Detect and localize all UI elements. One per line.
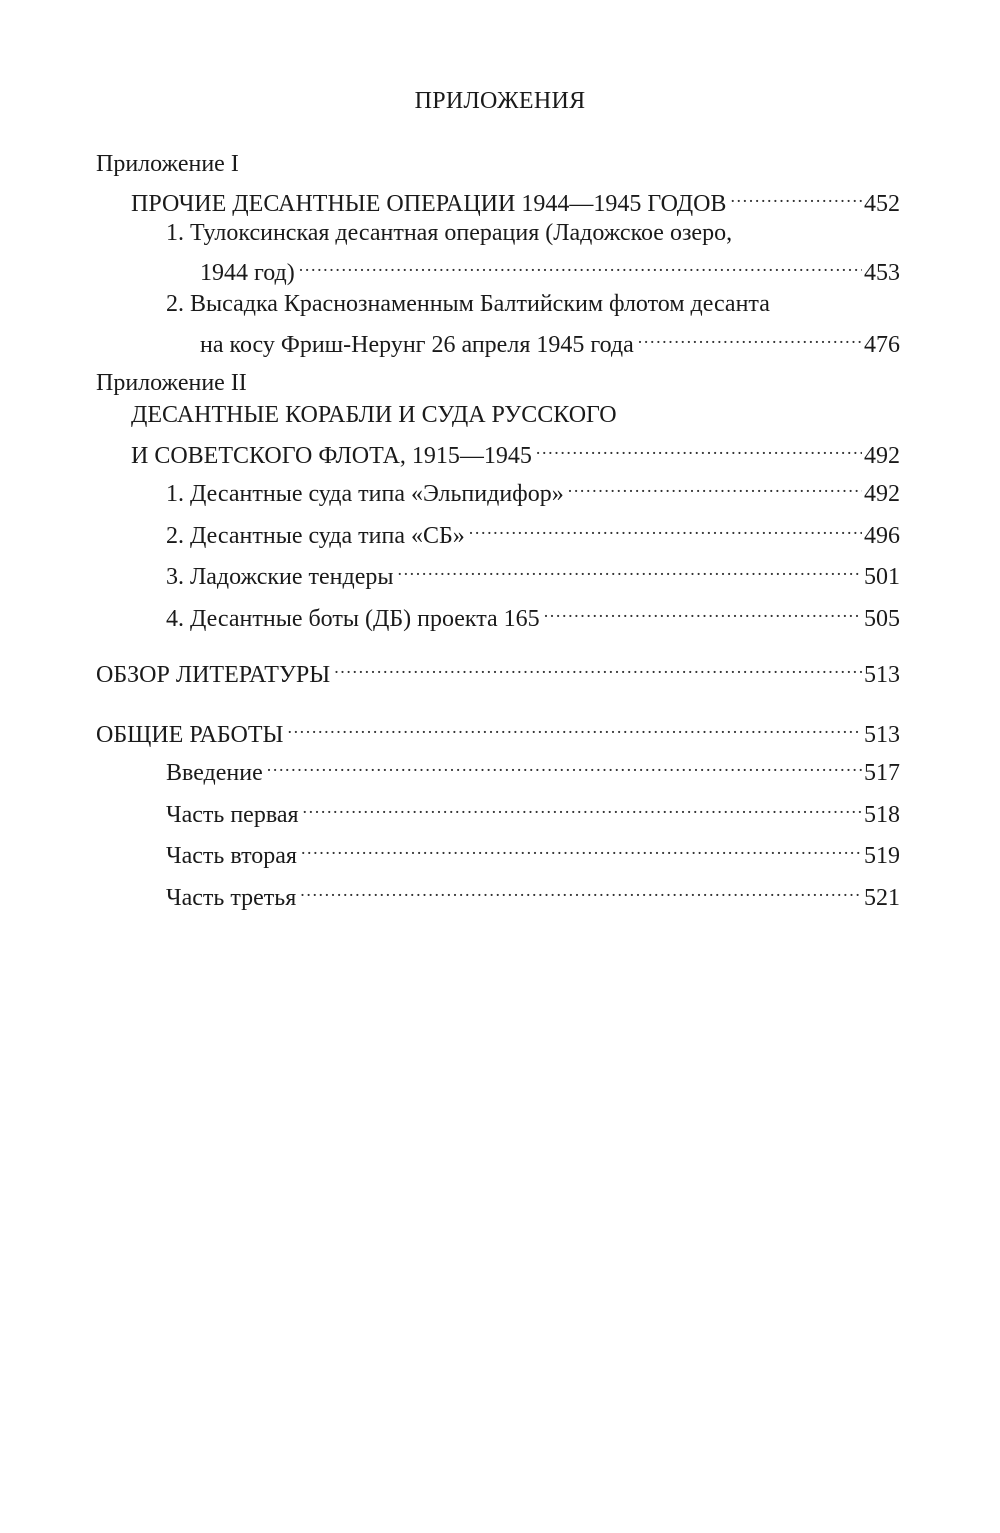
toc-entry-title: на косу Фриш-Нерунг 26 апреля 1945 года	[200, 332, 634, 358]
toc-page-number: 513	[864, 662, 900, 688]
toc-entry-title: Часть первая	[166, 802, 299, 828]
toc-entry-introduction[interactable]	[166, 746, 900, 790]
toc-entry-ladoga-tenders[interactable]	[166, 550, 900, 594]
toc-entry-title-line: ДЕСАНТНЫЕ КОРАБЛИ И СУДА РУССКОГО	[131, 402, 617, 428]
toc-entry-title: Часть вторая	[166, 843, 297, 869]
toc-page-number: 496	[864, 523, 900, 549]
dot-leader	[730, 177, 862, 211]
toc-entry-title: ПРОЧИЕ ДЕСАНТНЫЕ ОПЕРАЦИИ 1944—1945 ГОДОВ	[131, 191, 727, 217]
toc-page-number: 492	[864, 443, 900, 469]
toc-page-number: 501	[864, 564, 900, 590]
toc-page-number: 513	[864, 722, 900, 748]
toc-page-number: 517	[864, 760, 900, 786]
toc-entry-title: 2. Десантные суда типа «СБ»	[166, 523, 465, 549]
toc-entry-title: ОБЩИЕ РАБОТЫ	[96, 722, 284, 748]
toc-entry-title: 1944 год)	[200, 260, 295, 286]
toc-entry-appendix-1[interactable]	[131, 177, 900, 221]
dot-leader	[544, 592, 862, 626]
toc-entry-tuloksa[interactable]	[200, 246, 900, 290]
toc-page-number: 476	[864, 332, 900, 358]
toc-page-number: 518	[864, 802, 900, 828]
toc-entry-title: ОБЗОР ЛИТЕРАТУРЫ	[96, 662, 331, 688]
toc-entry-part-two[interactable]	[166, 829, 900, 873]
dot-leader	[303, 788, 862, 822]
toc-entry-literature[interactable]	[96, 648, 900, 692]
toc-page-number: 519	[864, 843, 900, 869]
dot-leader	[568, 467, 862, 501]
toc-entry-title: 3. Ладожские тендеры	[166, 564, 394, 590]
dot-leader	[638, 318, 862, 352]
toc-entry-part-three[interactable]	[166, 871, 900, 915]
toc-entry-title-line: 1. Тулоксинская десантная операция (Ладожское озеро,	[166, 220, 733, 246]
toc-page-number: 492	[864, 481, 900, 507]
dot-leader	[397, 550, 862, 584]
page-title: ПРИЛОЖЕНИЯ	[414, 88, 586, 114]
dot-leader	[287, 708, 862, 742]
toc-page-number: 453	[864, 260, 900, 286]
dot-leader	[301, 829, 862, 863]
dot-leader	[536, 429, 862, 463]
appendix-1-label: Приложение I	[96, 151, 239, 177]
dot-leader	[469, 509, 862, 543]
toc-page-number: 505	[864, 606, 900, 632]
toc-page-number: 521	[864, 885, 900, 911]
toc-entry-title-line: 2. Высадка Краснознаменным Балтийским флотом десанта	[166, 291, 770, 317]
dot-leader	[267, 746, 862, 780]
toc-entry-elpidifor[interactable]	[166, 467, 900, 511]
appendix-2-label: Приложение II	[96, 370, 247, 396]
toc-entry-title: Введение	[166, 760, 263, 786]
toc-entry-part-one[interactable]	[166, 788, 900, 832]
dot-leader	[299, 246, 862, 280]
dot-leader	[334, 648, 862, 682]
toc-entry-title: Часть третья	[166, 885, 297, 911]
toc-entry-title: И СОВЕТСКОГО ФЛОТА, 1915—1945	[131, 443, 532, 469]
toc-entry-sb[interactable]	[166, 509, 900, 553]
toc-entry-title: 1. Десантные суда типа «Эльпидифор»	[166, 481, 564, 507]
toc-page-number: 452	[864, 191, 900, 217]
dot-leader	[300, 871, 862, 905]
toc-entry-frisch-nehrung[interactable]	[200, 318, 900, 362]
toc-entry-title: 4. Десантные боты (ДБ) проекта 165	[166, 606, 540, 632]
toc-entry-db-165[interactable]	[166, 592, 900, 636]
